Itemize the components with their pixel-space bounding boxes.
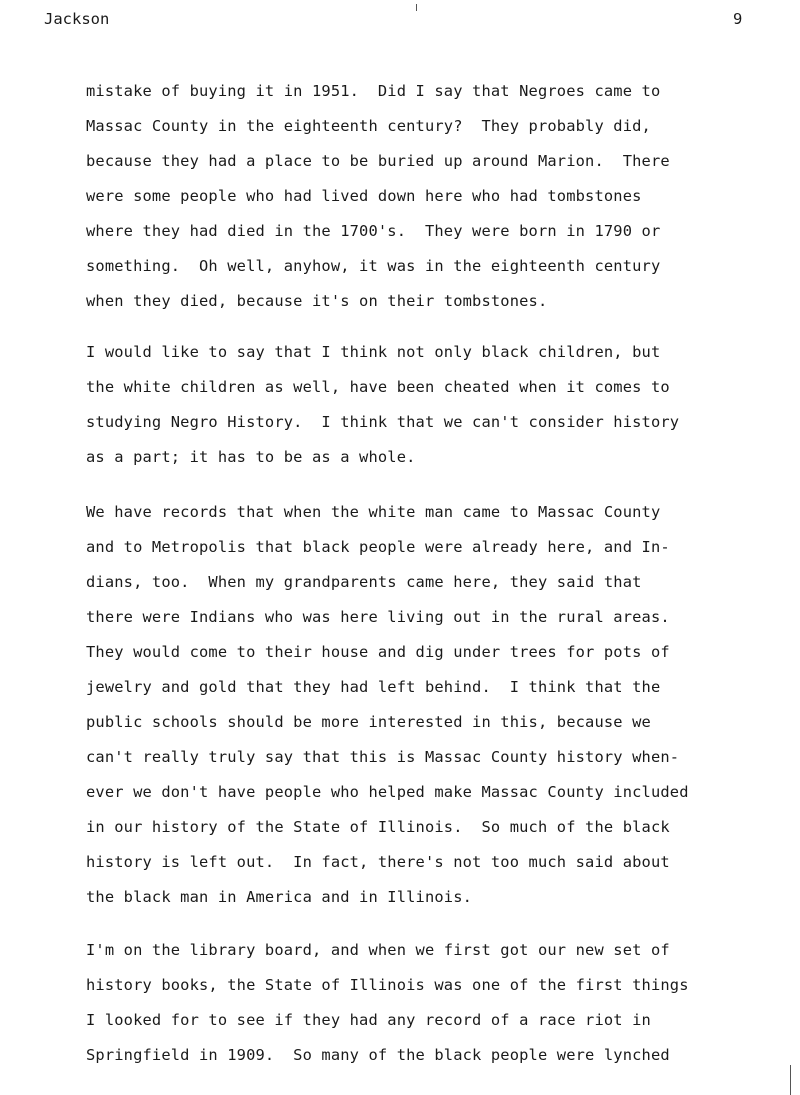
text-line: where they had died in the 1700's. They were born in 1790 or [86, 222, 661, 240]
text-line: Springfield in 1909. So many of the black people were lynched [86, 1046, 670, 1064]
text-line: We have records that when the white man came to Massac County [86, 503, 661, 521]
text-line: and to Metropolis that black people were already here, and In- [86, 538, 670, 556]
text-line: dians, too. When my grandparents came here, they said that [86, 573, 642, 591]
text-line: something. Oh well, anyhow, it was in the eighteenth century [86, 257, 661, 275]
scan-mark-top [416, 4, 417, 11]
text-line: mistake of buying it in 1951. Did I say that Negroes came to [86, 82, 661, 100]
text-line: jewelry and gold that they had left behind. I think that the [86, 678, 661, 696]
text-line: studying Negro History. I think that we can't consider history [86, 413, 680, 431]
text-line: I looked for to see if they had any record of a race riot in [86, 1011, 651, 1029]
header-author-name: Jackson [44, 10, 110, 28]
text-line: when they died, because it's on their tombstones. [86, 292, 548, 310]
text-line: public schools should be more interested in this, because we [86, 713, 651, 731]
text-line: They would come to their house and dig under trees for pots of [86, 643, 670, 661]
scan-mark-right [790, 1065, 791, 1095]
text-line: can't really truly say that this is Massac County history when- [86, 748, 680, 766]
text-line: the black man in America and in Illinois. [86, 888, 473, 906]
text-line: in our history of the State of Illinois. So much of the black [86, 818, 670, 836]
text-line: I'm on the library board, and when we first got our new set of [86, 941, 670, 959]
header-page-number: 9 [733, 10, 743, 28]
text-line: there were Indians who was here living out in the rural areas. [86, 608, 670, 626]
text-line: I would like to say that I think not only black children, but [86, 343, 661, 361]
text-line: Massac County in the eighteenth century? They probably did, [86, 117, 651, 135]
text-line: ever we don't have people who helped make Massac County included [86, 783, 689, 801]
text-line: history books, the State of Illinois was one of the first things [86, 976, 689, 994]
text-line: because they had a place to be buried up around Marion. There [86, 152, 670, 170]
text-line: the white children as well, have been cheated when it comes to [86, 378, 670, 396]
text-line: history is left out. In fact, there's not too much said about [86, 853, 670, 871]
text-line: were some people who had lived down here who had tombstones [86, 187, 642, 205]
text-line: as a part; it has to be as a whole. [86, 448, 416, 466]
